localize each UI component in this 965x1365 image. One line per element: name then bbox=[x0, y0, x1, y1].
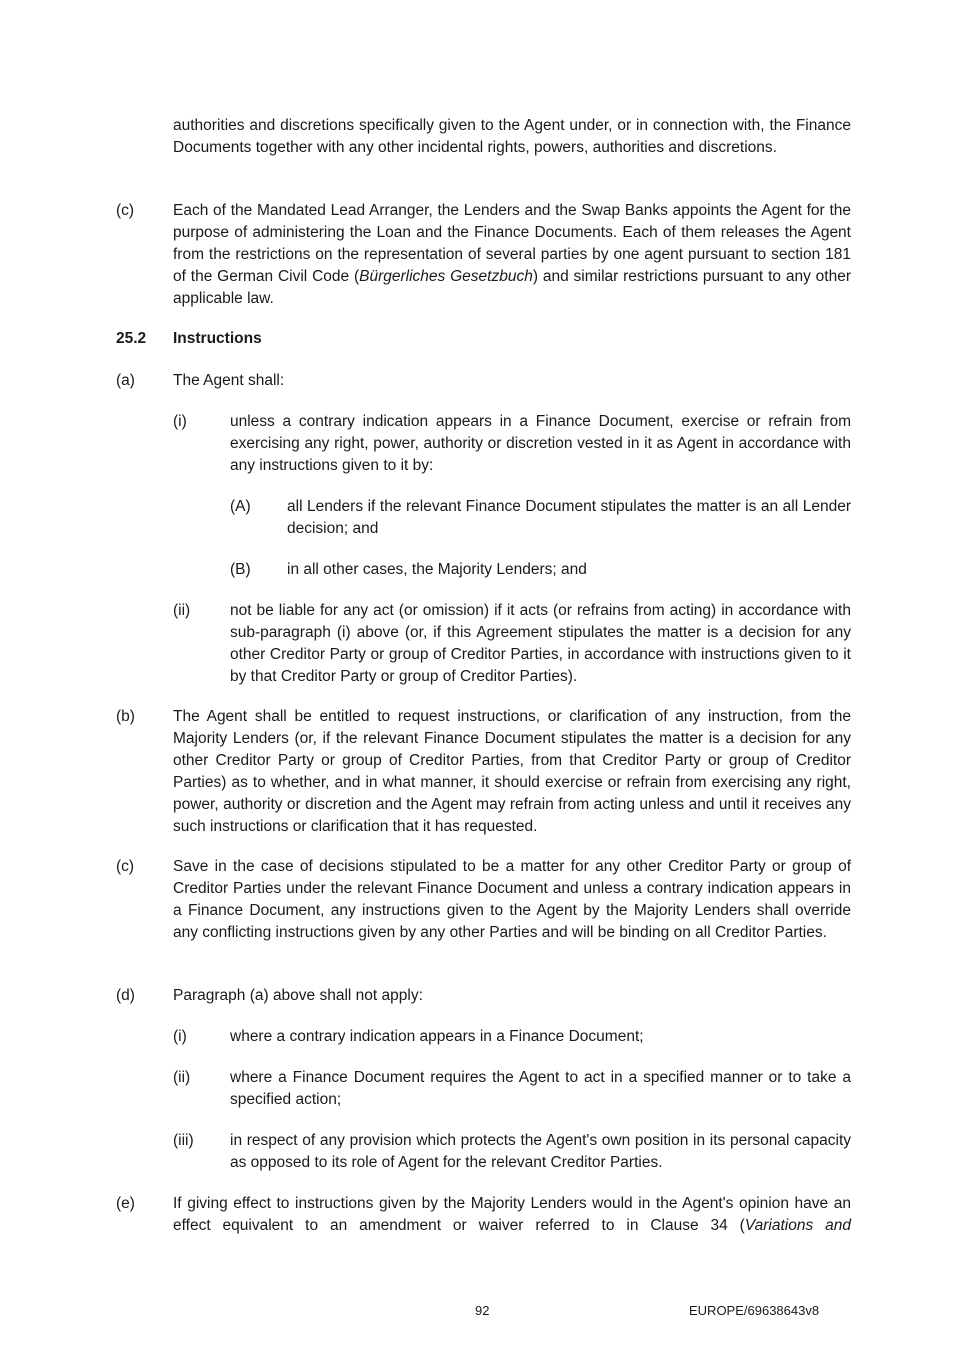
paragraph-d: Paragraph (a) above shall not apply: bbox=[173, 987, 423, 1004]
item-A: all Lenders if the relevant Finance Document stipulates the matter is an all Lender decision; and bbox=[287, 498, 851, 537]
paragraph-e bbox=[173, 1193, 851, 1237]
paragraph-continuation: authorities and discretions specifically given to the Agent under, or in connection with, the Finance Documents together with any other incidental rights, powers, authorities and discretions. bbox=[173, 117, 851, 156]
page-number: 92 bbox=[475, 1303, 490, 1318]
subparagraph-label-d-i: (i) bbox=[173, 1028, 187, 1045]
paragraph-label-a: (a) bbox=[116, 372, 135, 389]
subparagraph-label-a-i: (i) bbox=[173, 413, 187, 430]
paragraph-label-c: (c) bbox=[116, 202, 135, 219]
paragraph-b: The Agent shall be entitled to request instructions, or clarification of any instruction, from the Majority Lenders (or, if the relevant Finance Document stipulates the matter is a decision for any other Creditor Party or group of Creditor Parties, from that Creditor Party or group of Creditor Parties) as to whether, and in what manner, it should exercise or refrain from exercising any right, power, authority or discretion and the Agent may refrain from acting unless and until it receives any such instructions or clarification that it has requested. bbox=[173, 708, 851, 835]
paragraph-c-override: Save in the case of decisions stipulated to be a matter for any other Creditor Party or group of Creditor Parties under the relevant Finance Document and unless a contrary indication appears in a Finance Document, any instructions given to the Agent by the Majority Lenders shall override any conflicting instructions given by any other Parties and will be binding on all Creditor Parties. bbox=[173, 858, 851, 941]
subparagraph-a-i: unless a contrary indication appears in a Finance Document, exercise or refrain from exercising any right, power, authority or discretion vested in it as Agent in accordance with any instructions given to it by: bbox=[230, 413, 851, 474]
subparagraph-label-d-ii: (ii) bbox=[173, 1069, 191, 1086]
subparagraph-a-ii: not be liable for any act (or omission) if it acts (or refrains from acting) in accordance with sub-paragraph (i) above (or, if this Agreement stipulates the matter is a decision for any other Creditor Party or group of Creditor Parties, in accordance with instructions given to it by that Creditor Party or group of Creditor Parties). bbox=[230, 602, 851, 685]
paragraph-label-e: (e) bbox=[116, 1195, 135, 1212]
subparagraph-d-ii: where a Finance Document requires the Agent to act in a specified manner or to take a specified action; bbox=[230, 1069, 851, 1108]
item-B: in all other cases, the Majority Lenders; and bbox=[287, 561, 587, 578]
paragraph-c-text-2: ) and similar restrictions pursuant to any other applicable law. bbox=[173, 268, 851, 307]
subparagraph-label-a-ii: (ii) bbox=[173, 602, 191, 619]
section-number: 25.2 bbox=[116, 330, 147, 347]
paragraph-c-italic: Bürgerliches Gesetzbuch bbox=[359, 268, 533, 285]
paragraph-c-appointment bbox=[173, 200, 851, 310]
paragraph-label-d: (d) bbox=[116, 987, 135, 1004]
item-label-A: (A) bbox=[230, 498, 251, 515]
subparagraph-d-i: where a contrary indication appears in a Finance Document; bbox=[230, 1028, 644, 1045]
subparagraph-label-d-iii: (iii) bbox=[173, 1132, 194, 1149]
section-title: Instructions bbox=[173, 330, 262, 347]
paragraph-c-text-1: Each of the Mandated Lead Arranger, the Lenders and the Swap Banks appoints the Agent for the purpose of administering the Loan and the Finance Documents. Each of them releases the Agent from the restrictions on the representation of several parties by one agent pursuant to section 181 of the German Civil Code ( bbox=[173, 202, 851, 285]
paragraph-e-text: If giving effect to instructions given by the Majority Lenders would in the Agent's opinion have an effect equivalent to an amendment or waiver referred to in Clause 34 ( bbox=[173, 1195, 851, 1234]
paragraph-e-italic: Variations and bbox=[744, 1217, 851, 1234]
document-reference: EUROPE/69638643v8 bbox=[689, 1303, 820, 1318]
paragraph-a: The Agent shall: bbox=[173, 372, 285, 389]
paragraph-label-c2: (c) bbox=[116, 858, 135, 875]
paragraph-label-b: (b) bbox=[116, 708, 135, 725]
item-label-B: (B) bbox=[230, 561, 251, 578]
subparagraph-d-iii: in respect of any provision which protects the Agent's own position in its personal capacity as opposed to its role of Agent for the relevant Creditor Parties. bbox=[230, 1132, 851, 1171]
